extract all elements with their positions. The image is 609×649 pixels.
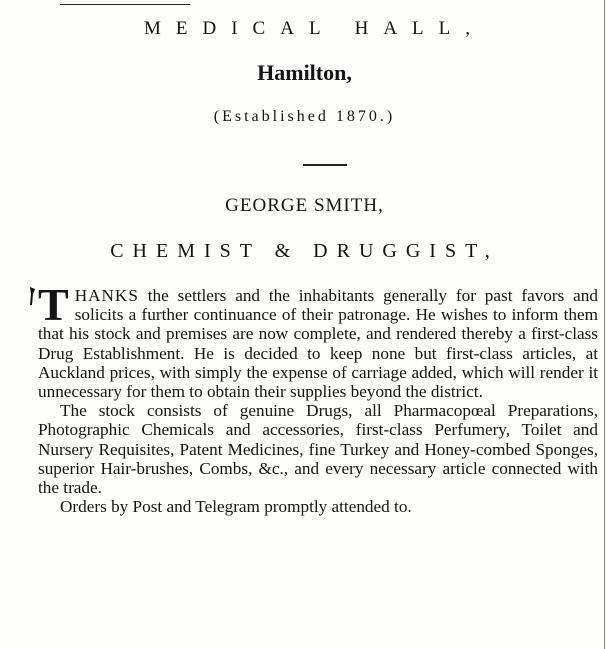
separator-rule	[303, 164, 347, 166]
column-rule	[604, 0, 605, 649]
proprietor-trade: CHEMIST & DRUGGIST,	[110, 240, 499, 262]
masthead: MEDICAL HALL,	[144, 18, 485, 39]
paragraph-thanks	[38, 279, 598, 402]
lead-in-word: HANKS	[74, 286, 139, 305]
paragraph-thanks-text: the settlers and the inhabitants generally for past favors and solicits a further continuance of their patronage. He wishes to inform them that his stock and premises are now complete, and rendered thereby a first-class Drug Establishment. He is decided to keep none but first-class articles, at Auckland prices, with simply the expense of carriage added, which will render it unnecessary for them to obtain their supplies beyond the district.	[38, 286, 598, 402]
town-name: Hamilton,	[257, 60, 352, 85]
proprietor-name: GEORGE SMITH,	[225, 195, 384, 216]
top-rule	[60, 4, 190, 5]
drop-cap: T	[38, 279, 69, 330]
established-line: (Established 1870.)	[213, 108, 396, 125]
paragraph-stock: The stock consists of genuine Drugs, all Pharmacopœal Preparations, Photographic Chemicals and accessories, first-class Perfumery, Toilet and Nursery Requisites, Patent Medicines, fine Turkey and Honey-combed Sponges, superior Hair-brushes, Combs, &c., and every necessary article connected with the trade.	[38, 401, 598, 498]
paragraph-orders: Orders by Post and Telegram promptly attended to.	[60, 497, 412, 517]
pointer-mark-icon	[28, 286, 36, 306]
advertisement-body	[38, 279, 598, 517]
